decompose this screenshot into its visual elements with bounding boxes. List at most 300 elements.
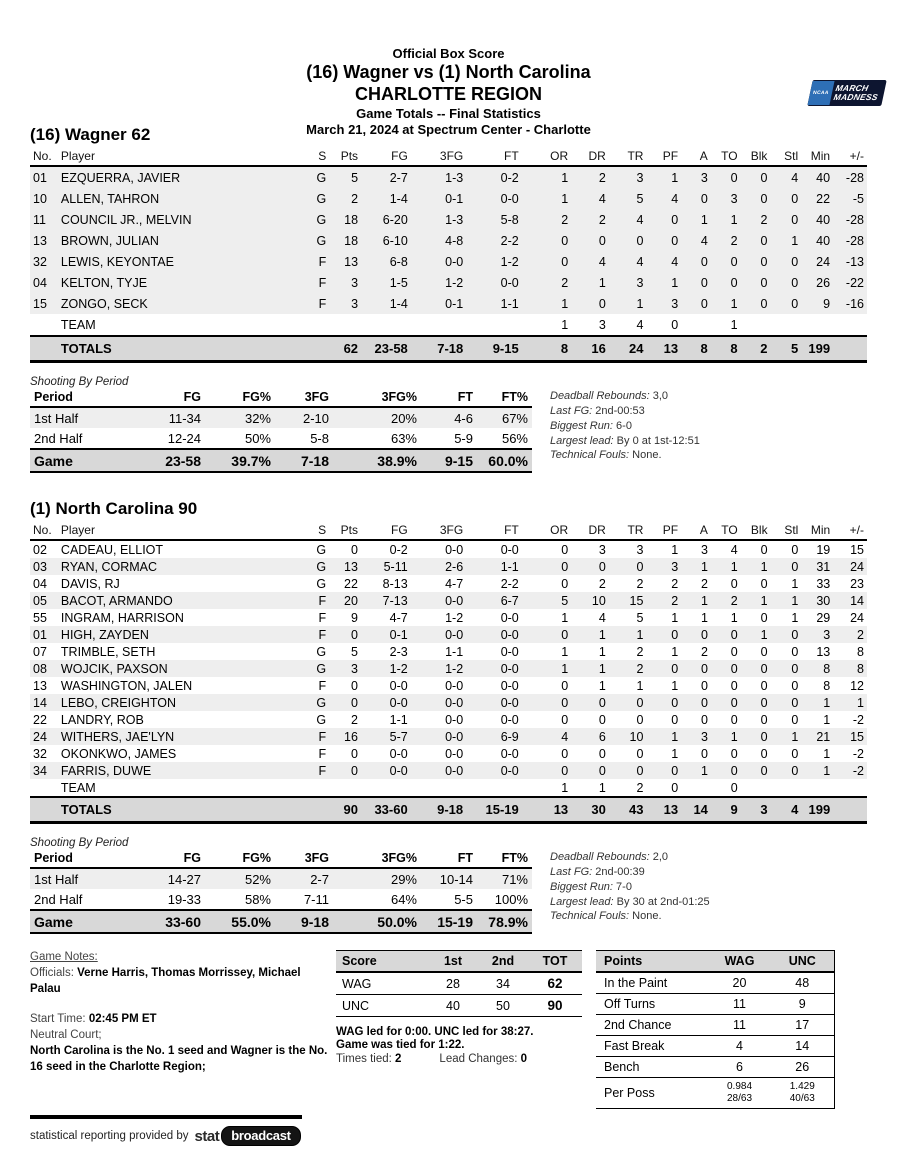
- cell-blk: 1: [760, 627, 768, 642]
- cell-ft: 0-0: [500, 191, 519, 206]
- cell-ft: 0-2: [500, 170, 519, 185]
- cell-pf: 2: [671, 576, 679, 591]
- note-label: Largest lead:: [550, 434, 614, 447]
- note-label: Deadball Rebounds:: [550, 851, 650, 864]
- cell-s: G: [316, 191, 327, 206]
- cell-to: 0: [730, 695, 738, 710]
- cell-blk: [741, 779, 771, 797]
- cell-pts: 3: [351, 661, 358, 676]
- cell-fg3: 1-3: [445, 212, 464, 227]
- unc-shooting-table: [30, 850, 532, 934]
- cell-pts: 18: [344, 233, 359, 248]
- cell-pf: 0: [671, 712, 679, 727]
- cell-blk: 0: [760, 695, 768, 710]
- cell-min: 13: [816, 644, 831, 659]
- cell-tr: 43: [609, 797, 647, 823]
- cell-pf: 0: [671, 661, 679, 676]
- cell-pf: 0: [671, 627, 679, 642]
- cell-stl: 0: [791, 627, 799, 642]
- cell-or: 1: [561, 644, 569, 659]
- cell-dr: 0: [598, 763, 606, 778]
- cell-pm: [833, 797, 867, 823]
- note-value: None.: [632, 910, 662, 923]
- cell-or: 0: [561, 627, 569, 642]
- march-madness-logo: [807, 80, 887, 106]
- points-breakdown-box: [596, 950, 834, 1109]
- cell-label: Fast Break: [596, 1036, 708, 1057]
- cell-or: 0: [561, 559, 569, 574]
- cell-fg: 0-1: [389, 627, 408, 642]
- cell-to: 0: [730, 627, 738, 642]
- cell-dr: 3: [598, 542, 606, 557]
- table-header-row: [30, 850, 532, 868]
- note-value: None.: [632, 449, 662, 462]
- cell-no: [30, 314, 58, 336]
- column-header: Pts: [329, 522, 361, 540]
- cell-no: 03: [33, 559, 47, 574]
- column-header: TR: [609, 522, 647, 540]
- cell-no: 01: [33, 627, 47, 642]
- cell-ft: 9-15: [421, 449, 477, 472]
- cell-label: Off Turns: [596, 994, 708, 1015]
- cell-or: 0: [561, 576, 569, 591]
- cell-fg: 0-0: [389, 695, 408, 710]
- cell-no: 02: [33, 542, 47, 557]
- cell-fg3p: 38.9%: [333, 449, 421, 472]
- cell-name: ZONGO, SECK: [60, 296, 148, 311]
- cell-fg3: 1-3: [445, 170, 464, 185]
- cell-pm: 15: [850, 729, 864, 744]
- cell-fg: 2-7: [389, 170, 408, 185]
- per-poss-wag-frac: 28/63: [726, 1093, 753, 1105]
- ncaa-logo: NCAA: [807, 81, 834, 105]
- cell-pf: 3: [671, 559, 679, 574]
- cell-stl: 0: [791, 763, 799, 778]
- cell-blk: 2: [741, 336, 771, 362]
- column-header: Period: [30, 850, 135, 868]
- cell-to: 0: [730, 254, 738, 269]
- column-header: DR: [571, 522, 609, 540]
- cell-pf: 4: [671, 191, 679, 206]
- cell-tr: 2: [636, 576, 644, 591]
- cell-min: 1: [823, 763, 831, 778]
- cell-min: 33: [816, 576, 831, 591]
- cell-fg3: 5-8: [310, 430, 329, 446]
- cell-or: 0: [561, 746, 569, 761]
- table-row: [30, 910, 532, 933]
- cell-tr: 0: [636, 559, 644, 574]
- cell-or: 2: [561, 275, 569, 290]
- spacer: [30, 998, 332, 1012]
- cell-dr: 0: [598, 296, 606, 311]
- table-row: [30, 230, 867, 251]
- cell-pm: -28: [845, 233, 864, 248]
- cell-blk: 0: [760, 712, 768, 727]
- cell-name: TOTALS: [58, 336, 304, 362]
- cell-unc: 26: [771, 1057, 834, 1078]
- wagner-box-score-table: [30, 148, 867, 363]
- cell-name: BACOT, ARMANDO: [60, 593, 173, 608]
- score-table-body: [336, 972, 582, 1017]
- cell-ft: [466, 779, 522, 797]
- cell-pts: 22: [344, 576, 358, 591]
- cell-ft: 4-6: [421, 407, 477, 428]
- cell-fg: 12-24: [167, 430, 201, 446]
- table-row: [30, 558, 867, 575]
- cell-fgp: 50%: [244, 430, 271, 446]
- cell-pm: 1: [857, 695, 864, 710]
- cell-stl: 0: [791, 191, 799, 206]
- cell-to: 0: [730, 763, 738, 778]
- bottom-summary-section: [30, 950, 867, 1109]
- cell-pf: 0: [671, 763, 679, 778]
- cell-dr: 1: [598, 780, 606, 795]
- table-row: [30, 677, 867, 694]
- unc-team-title: (1) North Carolina 90: [30, 499, 198, 519]
- cell-fg: 11-34: [135, 407, 205, 428]
- cell-pf: 0: [671, 695, 679, 710]
- cell-fg: 33-60: [361, 797, 411, 823]
- cell-to: 1: [730, 212, 738, 227]
- cell-a: 0: [700, 275, 708, 290]
- column-header: TO: [711, 522, 741, 540]
- column-header: Blk: [741, 522, 771, 540]
- cell-dr: 0: [598, 233, 606, 248]
- cell-no: 04: [33, 576, 47, 591]
- cell-name: WASHINGTON, JALEN: [60, 678, 193, 693]
- cell-s: F: [318, 593, 327, 608]
- logo-line-2: MADNESS: [832, 92, 879, 102]
- cell-dr: 10: [591, 593, 606, 608]
- cell-no: 34: [33, 763, 47, 778]
- cell-fg: 8-13: [382, 576, 408, 591]
- cell-name: RYAN, CORMAC: [60, 559, 157, 574]
- cell-a: 14: [681, 797, 711, 823]
- cell-pf: 2: [671, 593, 679, 608]
- column-header: FT: [466, 148, 521, 166]
- wagner-section: [30, 125, 867, 473]
- cell-ft: 6-7: [500, 593, 519, 608]
- cell-fg3: 1-1: [445, 644, 464, 659]
- cell-fgp: 55.0%: [205, 910, 275, 933]
- table-row: [30, 336, 867, 362]
- cell-tr: 24: [609, 336, 647, 362]
- cell-a: 0: [700, 678, 708, 693]
- column-header: 3FG%: [333, 389, 421, 407]
- table-row: [336, 995, 582, 1017]
- cell-name: FARRIS, DUWE: [60, 763, 152, 778]
- cell-fg: 2-3: [389, 644, 408, 659]
- wagner-totals-body: [30, 336, 867, 362]
- cell-tr: 0: [636, 746, 644, 761]
- cell-name: TRIMBLE, SETH: [60, 644, 156, 659]
- table-row: [596, 1015, 834, 1036]
- cell-s: G: [316, 212, 327, 227]
- column-header: Pts: [329, 148, 361, 166]
- cell-no: 05: [33, 593, 47, 608]
- cell-to: 3: [730, 191, 738, 206]
- cell-a: [681, 779, 711, 797]
- cell-dr: 4: [598, 610, 606, 625]
- cell-pts: 9: [351, 610, 358, 625]
- cell-wag: 6: [708, 1057, 771, 1078]
- column-header: FG: [135, 389, 205, 407]
- table-row: [30, 762, 867, 779]
- cell-min: 199: [801, 336, 833, 362]
- column-header: A: [681, 522, 711, 540]
- cell-name: LEBO, CREIGHTON: [60, 695, 176, 710]
- seed-note: North Carolina is the No. 1 seed and Wagner is the No. 16 seed in the Charlotte Region;: [30, 1044, 328, 1073]
- cell-s: G: [316, 559, 327, 574]
- cell-a: 8: [681, 336, 711, 362]
- cell-dr: 2: [598, 576, 606, 591]
- table-row: [30, 609, 867, 626]
- cell-name: INGRAM, HARRISON: [60, 610, 184, 625]
- cell-ftp: 60.0%: [477, 449, 532, 472]
- cell-name: HIGH, ZAYDEN: [60, 627, 149, 642]
- table-row: [30, 868, 532, 889]
- cell-fg3: 0-0: [445, 593, 464, 608]
- column-header: FG: [361, 148, 411, 166]
- table-row: [30, 660, 867, 677]
- cell-dr: 0: [598, 712, 606, 727]
- cell-to: 0: [730, 576, 738, 591]
- cell-fg3: 9-18: [275, 910, 333, 933]
- column-header: +/-: [833, 522, 867, 540]
- cell-a: 0: [700, 254, 708, 269]
- document-header: [0, 0, 897, 137]
- cell-s: [303, 779, 329, 797]
- cell-a: 0: [700, 712, 708, 727]
- cell-no: 22: [33, 712, 47, 727]
- cell-team: UNC: [336, 995, 428, 1017]
- cell-no: 14: [33, 695, 47, 710]
- column-header: FT%: [477, 389, 532, 407]
- cell-tr: 4: [636, 317, 644, 332]
- cell-fg: 19-33: [167, 891, 201, 907]
- cell-s: G: [316, 712, 327, 727]
- cell-dr: 0: [598, 695, 606, 710]
- column-header: UNC: [771, 951, 834, 973]
- cell-ftp: 67%: [477, 407, 532, 428]
- cell-fg: 7-13: [382, 593, 408, 608]
- cell-fg3: 0-0: [445, 712, 464, 727]
- column-header: FG%: [205, 850, 275, 868]
- cell-fg: [361, 779, 411, 797]
- cell-dr: 6: [598, 729, 606, 744]
- cell-min: [801, 314, 833, 336]
- column-header: 1st: [428, 951, 478, 973]
- cell-stl: 0: [791, 296, 799, 311]
- cell-s: G: [316, 233, 327, 248]
- column-header: PF: [646, 148, 681, 166]
- cell-ft: 5-9: [454, 430, 473, 446]
- cell-tr: 10: [629, 729, 644, 744]
- cell-pts: [329, 314, 361, 336]
- column-header: 2nd: [478, 951, 528, 973]
- table-row: [596, 994, 834, 1015]
- footer-divider: [30, 1115, 302, 1119]
- table-row: [30, 797, 867, 823]
- cell-ft: 0-0: [500, 644, 519, 659]
- cell-s: F: [318, 678, 327, 693]
- table-row: [596, 1078, 834, 1109]
- game-notes: [30, 950, 332, 1075]
- march-madness-logo-text: [830, 84, 881, 102]
- header-date-venue: March 21, 2024 at Spectrum Center - Charlotte: [306, 121, 591, 137]
- cell-p1: 40: [428, 995, 478, 1017]
- largest-lead-note: [550, 434, 700, 449]
- column-header: FT: [421, 850, 477, 868]
- cell-to: 0: [730, 170, 738, 185]
- column-header: No.: [30, 522, 58, 540]
- cell-fg: 1-5: [389, 275, 408, 290]
- cell-tr: 3: [636, 542, 644, 557]
- cell-or: 5: [561, 593, 569, 608]
- cell-no: 15: [33, 296, 47, 311]
- cell-fg: 5-11: [383, 559, 408, 574]
- cell-s: G: [316, 661, 327, 676]
- cell-wag: 20: [708, 972, 771, 994]
- cell-or: 0: [561, 695, 569, 710]
- cell-fg: 1-1: [389, 712, 408, 727]
- cell-blk: 0: [760, 661, 768, 676]
- cell-or: 1: [561, 191, 569, 206]
- cell-dr: 1: [598, 275, 606, 290]
- officials-line: [30, 966, 332, 998]
- cell-name: COUNCIL JR., MELVIN: [60, 212, 192, 227]
- cell-stl: 0: [791, 678, 799, 693]
- cell-pm: 24: [850, 559, 864, 574]
- table-row: [30, 166, 867, 188]
- cell-pts: 2: [351, 191, 359, 206]
- cell-dr: 1: [598, 644, 606, 659]
- column-header: Score: [336, 951, 428, 973]
- column-header: S: [303, 522, 329, 540]
- cell-s: G: [316, 695, 327, 710]
- cell-blk: 1: [760, 559, 768, 574]
- cell-min: 30: [816, 593, 831, 608]
- deadball-rebounds-note: [550, 850, 710, 865]
- cell-ft: [466, 314, 521, 336]
- column-header: +/-: [833, 148, 867, 166]
- cell-or: 0: [561, 678, 569, 693]
- cell-pf: 1: [671, 678, 679, 693]
- cell-no: 55: [33, 610, 47, 625]
- cell-unc: 17: [771, 1015, 834, 1036]
- table-row: [30, 626, 867, 643]
- officials-names: Verne Harris, Thomas Morrissey, Michael Palau: [30, 967, 301, 996]
- column-header: Stl: [771, 522, 802, 540]
- unc-shooting-body: [30, 868, 532, 933]
- cell-blk: 3: [741, 797, 771, 823]
- cell-dr: 4: [598, 254, 606, 269]
- column-header: FT: [466, 522, 522, 540]
- cell-dr: 4: [598, 191, 606, 206]
- cell-pm: [833, 779, 867, 797]
- cell-to: 0: [730, 746, 738, 761]
- cell-or: 0: [561, 763, 569, 778]
- cell-ft: 0-0: [500, 627, 519, 642]
- cell-pf: 0: [671, 233, 679, 248]
- cell-fgp: 32%: [205, 407, 275, 428]
- cell-tr: 5: [636, 610, 644, 625]
- shooting-by-period-label: Shooting By Period: [30, 376, 129, 389]
- cell-pm: 12: [850, 678, 864, 693]
- cell-tr: 0: [636, 695, 644, 710]
- cell-blk: 0: [760, 296, 768, 311]
- cell-wag: 11: [708, 994, 771, 1015]
- cell-stl: 4: [791, 170, 799, 185]
- cell-or: 1: [561, 296, 569, 311]
- cell-fg3: 4-7: [445, 576, 464, 591]
- cell-s: [303, 314, 329, 336]
- note-value: 2,0: [652, 851, 669, 864]
- cell-pts: 16: [344, 729, 358, 744]
- cell-fg: 23-58: [135, 449, 205, 472]
- cell-pm: -2: [852, 746, 864, 761]
- cell-to: 0: [730, 712, 738, 727]
- cell-a: 1: [700, 763, 708, 778]
- cell-stl: 5: [770, 336, 801, 362]
- cell-pm: [833, 314, 867, 336]
- cell-pts: 20: [344, 593, 358, 608]
- cell-fgp: 52%: [205, 868, 275, 889]
- cell-to: 1: [730, 296, 738, 311]
- cell-dr: 16: [571, 336, 609, 362]
- table-row: [30, 293, 867, 314]
- cell-fg3: 1-2: [445, 610, 464, 625]
- cell-blk: 0: [760, 746, 768, 761]
- cell-pm: 2: [857, 627, 864, 642]
- cell-no: 01: [33, 170, 47, 185]
- cell-dr: 1: [598, 678, 606, 693]
- cell-tr: 1: [636, 678, 644, 693]
- cell-or: 1: [561, 780, 569, 795]
- cell-ft: 0-0: [500, 746, 519, 761]
- cell-pf: 1: [671, 275, 679, 290]
- cell-pts: 62: [329, 336, 361, 362]
- cell-fg: 33-60: [135, 910, 205, 933]
- technical-fouls-note: [550, 448, 700, 463]
- cell-fg: 0-0: [389, 746, 408, 761]
- cell-a: 1: [700, 593, 708, 608]
- cell-tr: 0: [636, 712, 644, 727]
- table-row: [30, 407, 532, 428]
- cell-ft: 2-2: [500, 233, 519, 248]
- cell-a: 3: [700, 729, 708, 744]
- cell-ft: 1-2: [500, 254, 519, 269]
- cell-min: 1: [823, 712, 831, 727]
- footer-credit-text: statistical reporting provided by: [30, 1130, 189, 1142]
- cell-label: In the Paint: [596, 972, 708, 994]
- cell-min: 21: [816, 729, 831, 744]
- cell-stl: 1: [791, 610, 799, 625]
- cell-period: 2nd Half: [34, 430, 83, 446]
- cell-pf: 13: [646, 797, 681, 823]
- cell-stl: 0: [791, 254, 799, 269]
- cell-period: 1st Half: [30, 868, 135, 889]
- cell-pf: 1: [671, 610, 679, 625]
- note-value: 2nd-00:53: [595, 405, 645, 418]
- note-label: Deadball Rebounds:: [550, 390, 650, 403]
- cell-blk: 0: [760, 576, 768, 591]
- cell-ft: 0-0: [500, 763, 519, 778]
- table-header-row: [30, 389, 532, 407]
- per-poss-wag-rate: 0.984: [726, 1081, 753, 1093]
- cell-tr: 0: [636, 233, 644, 248]
- cell-a: 1: [700, 610, 708, 625]
